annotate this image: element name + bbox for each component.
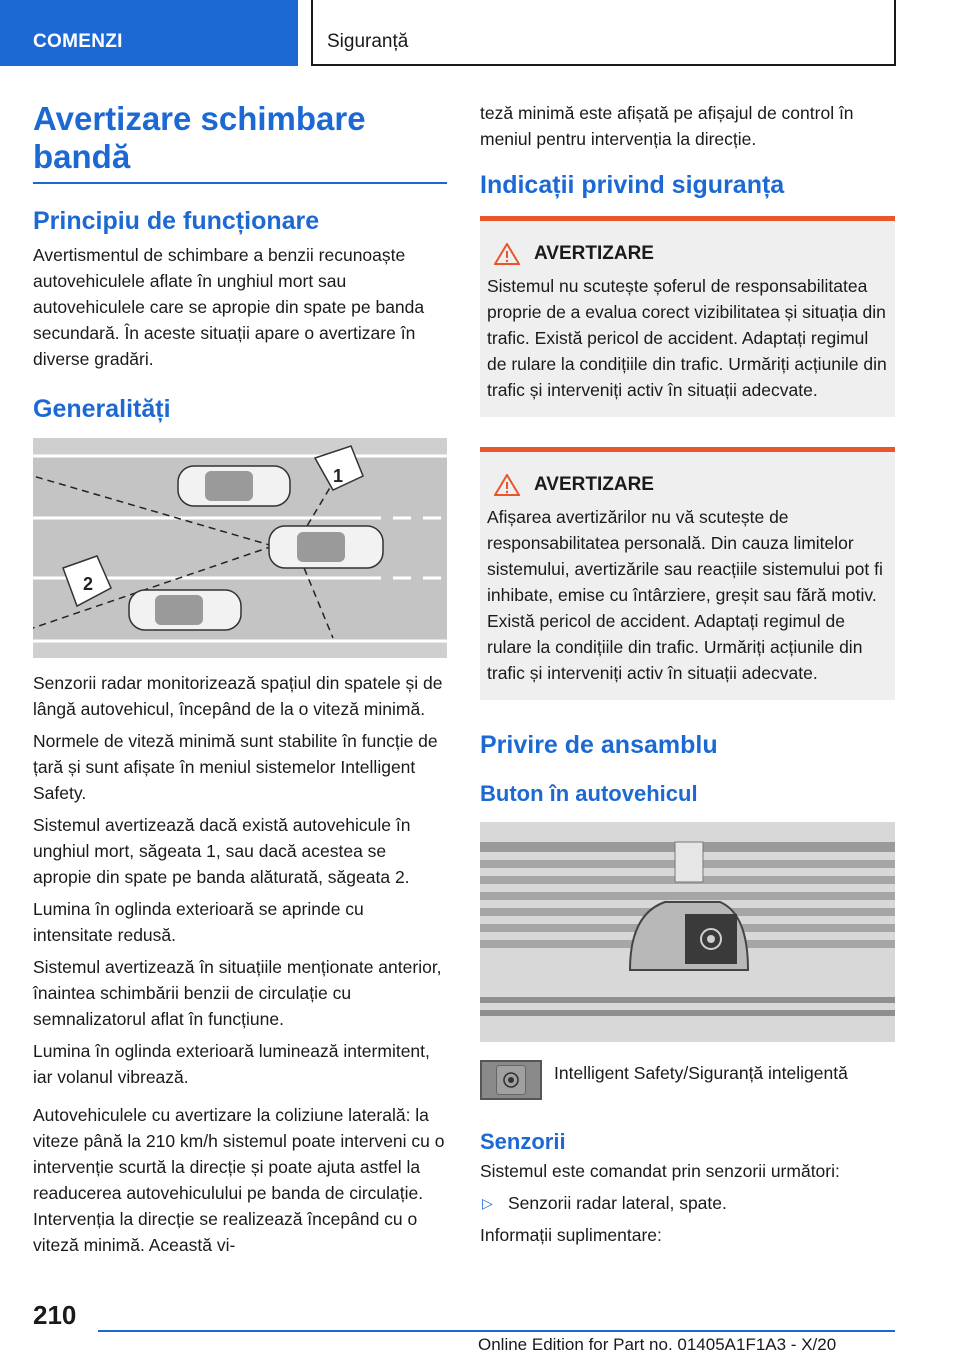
overview-heading: Privire de ansamblu <box>480 731 718 759</box>
page-header <box>0 0 960 66</box>
footer-divider <box>98 1330 895 1332</box>
car-bottom <box>129 590 241 630</box>
paragraph: Autovehiculele cu avertizare la coliziune laterală: la viteze până la 210 km/h sistemul poate interveni cu o intervenție scurtă la direcție și poate ajuta astfel la readucerea autovehiculului pe banda de circulație. Intervenția la direcție se realizează începând cu o viteză minimă. Această vi- <box>33 1105 445 1255</box>
section-tab[interactable]: COMENZI <box>0 0 298 66</box>
page-number: 210 <box>33 1300 77 1330</box>
principle-text: Avertismentul de schimbare a benzii recunoaște autovehiculele aflate în unghiul mort sau autovehiculele care se apropie din spate pe banda secundară. În aceste situații apare o avertizare în diverse gradări. <box>33 245 425 369</box>
lane-change-illustration <box>33 438 447 658</box>
right-column <box>480 100 895 1254</box>
caption-text: Intelligent Safety/Siguranță inteligentă <box>554 1063 848 1083</box>
car-top <box>178 466 290 506</box>
warning-triangle-icon <box>494 474 520 496</box>
list-item: ▷ Senzorii radar lateral, spate. <box>480 1190 895 1216</box>
button-heading: Buton în autovehicul <box>480 781 698 806</box>
paragraph: Senzorii radar monitorizează spațiul din spatele și de lângă autovehicul, începând de la o viteză minimă. <box>33 673 443 719</box>
continued-text: teză minimă este afișată pe afișajul de control în meniul pentru intervenția la direcție. <box>480 103 854 149</box>
chapter-title: Siguranță <box>311 0 896 66</box>
arrow-label-2: 2 <box>83 574 94 594</box>
left-column <box>33 100 447 1264</box>
car-middle <box>269 526 383 568</box>
sensors-heading: Senzorii <box>480 1129 566 1154</box>
warning-triangle-icon <box>494 243 520 265</box>
dashboard-vents <box>480 822 895 1042</box>
paragraph: Sistemul avertizează dacă există autovehicule în unghiul mort, săgeata 1, sau dacă acestea se apropie din spate pe banda alăturată, săgeata 2. <box>33 815 411 887</box>
intelligent-safety-button-icon <box>480 1060 542 1100</box>
bullet-triangle-icon: ▷ <box>482 1195 493 1211</box>
safety-heading: Indicații privind siguranța <box>480 171 785 199</box>
more-info: Informații suplimentare: <box>480 1225 662 1245</box>
page-title: Avertizare schimbare bandă <box>33 100 447 184</box>
general-heading: Generalități <box>33 395 171 423</box>
footer-edition: Online Edition for Part no. 01405A1F1A3 - X/20 <box>478 1335 837 1354</box>
arrow-label-1: 1 <box>333 466 344 486</box>
sensors-text: Sistemul este comandat prin senzorii următori: <box>480 1161 840 1181</box>
paragraph: Sistemul avertizează în situațiile menționate anterior, înaintea schimbării benzii de circulație cu semnalizatorul aflat în funcțiune. <box>33 957 442 1029</box>
warning-text: Sistemul nu scutește șoferul de responsabilitatea proprie de a evalua corect vizibilitatea și situația din trafic. Există pericol de accident. Adaptați regimul de rulare la condițiile din trafic. Urmăriți acțiunile din trafic și interveniți activ în situații adecvate. <box>487 276 887 400</box>
paragraph: Lumina în oglinda exterioară se aprinde cu intensitate redusă. <box>33 899 364 945</box>
warning-box <box>480 216 895 417</box>
warning-title: AVERTIZARE <box>487 474 887 496</box>
principle-heading: Principiu de funcționare <box>33 207 320 235</box>
button-photo <box>480 822 895 1042</box>
warning-box <box>480 447 895 700</box>
paragraph: Lumina în oglinda exterioară luminează intermitent, iar volanul vibrează. <box>33 1041 430 1087</box>
button-caption <box>480 1060 895 1100</box>
warning-title: AVERTIZARE <box>487 243 887 265</box>
warning-text: Afișarea avertizărilor nu vă scutește de responsabilitatea personală. Din cauza limitelor sistemului, avertizările sau reacțiile sistemului pot fi inhibate, emise cu întârziere, greșit sau fără motiv. Există pericol de accident. Adaptați regimul de rulare la condițiile din trafic. Urmăriți acțiunile din trafic și interveniți activ în situații adecvate. <box>487 507 883 683</box>
paragraph: Normele de viteză minimă sunt stabilite în funcție de țară și sunt afișate în meniul sistemelor Intelligent Safety. <box>33 731 438 803</box>
road-diagram <box>33 438 447 658</box>
